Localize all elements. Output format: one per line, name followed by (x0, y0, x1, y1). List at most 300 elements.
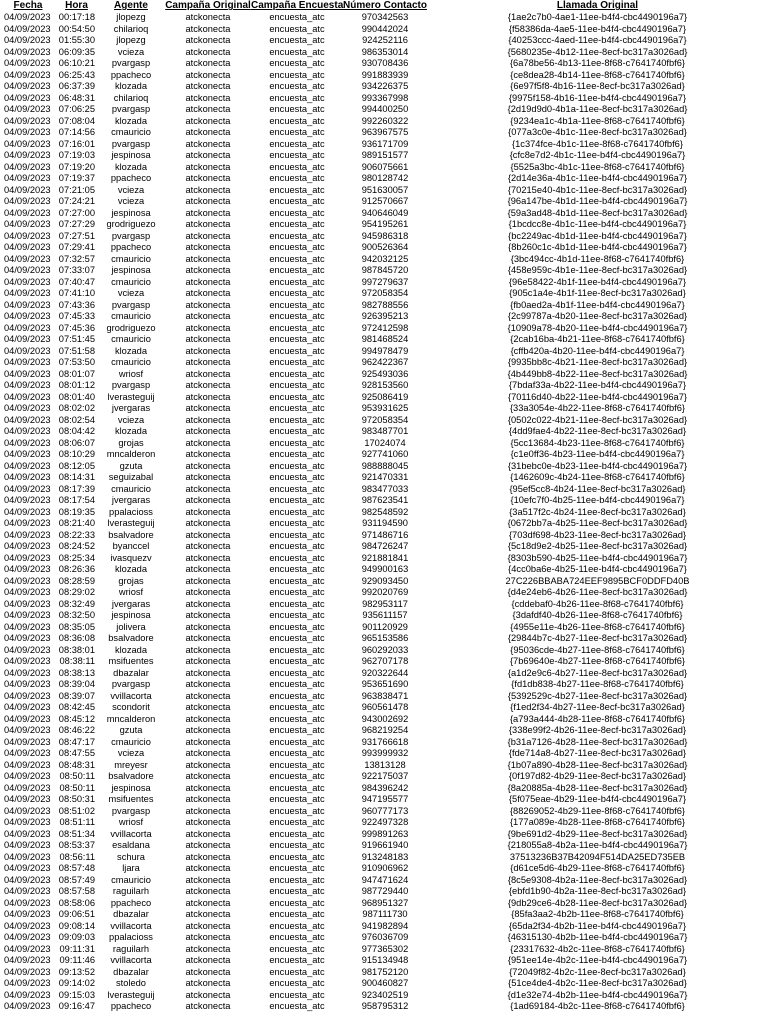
cell-llamada-original: {4dd9fae4-4b22-11ee-8ecf-bc317a3026ad} (508, 426, 687, 436)
cell-fecha: 04/09/2023 (4, 610, 51, 620)
table-row (0, 806, 768, 818)
cell-campana-original: atckonecta (185, 748, 231, 758)
cell-llamada-original: {3dafdf40-4b26-11ee-8f68-c7641740fbf6} (512, 610, 683, 620)
cell-hora: 00:54:50 (58, 23, 95, 34)
cell-numero-contacto: 972058354 (361, 288, 409, 298)
cell-agente: byanccel (112, 541, 150, 551)
cell-agente: pvargasp (111, 805, 151, 816)
cell-hora: 07:41:10 (58, 288, 95, 298)
cell-numero-contacto: 976036709 (361, 932, 409, 942)
cell-numero-contacto: 934226375 (361, 81, 409, 91)
cell-agente: cmauricio (111, 253, 151, 264)
cell-hora: 08:01:07 (58, 368, 95, 379)
cell-fecha: 04/09/2023 (4, 104, 51, 114)
cell-campana-encuesta: encuesta_atc (269, 920, 325, 931)
cell-hora: 07:51:45 (58, 334, 95, 344)
cell-campana-encuesta: encuesta_atc (269, 978, 325, 988)
cell-fecha: 04/09/2023 (4, 230, 51, 241)
cell-campana-encuesta: encuesta_atc (269, 437, 325, 448)
cell-numero-contacto: 921881841 (361, 552, 409, 563)
cell-hora: 08:51:02 (58, 805, 95, 816)
cell-agente: pvargasp (111, 679, 151, 689)
cell-hora: 08:04:42 (58, 426, 95, 436)
cell-hora: 08:42:45 (58, 702, 95, 712)
cell-campana-encuesta: encuesta_atc (269, 104, 325, 114)
cell-fecha: 04/09/2023 (4, 621, 51, 632)
cell-campana-encuesta: encuesta_atc (269, 288, 325, 298)
table-row (0, 541, 768, 553)
cell-llamada-original: {077a3c0e-4b1c-11ee-8ecf-bc317a3026ad} (508, 127, 687, 137)
table-row (0, 898, 768, 910)
cell-campana-encuesta: encuesta_atc (269, 161, 325, 172)
cell-fecha: 04/09/2023 (4, 644, 51, 655)
table-row (0, 219, 768, 231)
cell-hora: 08:12:05 (58, 460, 95, 471)
cell-campana-encuesta: encuesta_atc (269, 495, 325, 505)
cell-llamada-original: {338e99f2-4b26-11ee-8ecf-bc317a3026ad} (508, 725, 687, 735)
cell-numero-contacto: 963967575 (361, 127, 409, 137)
table-row (0, 196, 768, 208)
table-row (0, 277, 768, 289)
cell-campana-encuesta: encuesta_atc (269, 115, 325, 126)
cell-llamada-original: {a793a444-4b28-11ee-8f68-c7641740fbf6} (509, 713, 686, 724)
cell-fecha: 04/09/2023 (4, 253, 51, 264)
table-row (0, 599, 768, 611)
cell-campana-encuesta: encuesta_atc (269, 932, 325, 942)
table-row (0, 1001, 768, 1013)
cell-hora: 08:47:55 (58, 748, 95, 758)
cell-llamada-original: {5f075eae-4b29-11ee-b4f4-cbc4490196a7} (508, 794, 687, 804)
cell-campana-original: atckonecta (185, 403, 231, 413)
cell-campana-encuesta: encuesta_atc (269, 759, 325, 770)
cell-agente: grojas (118, 437, 144, 448)
cell-fecha: 04/09/2023 (4, 978, 51, 988)
table-row (0, 875, 768, 887)
cell-llamada-original: {3bc494cc-4b1d-11ee-8f68-c7641740fbf6} (510, 253, 685, 264)
cell-agente: cmauricio (111, 127, 151, 137)
cell-agente: stoledo (116, 978, 146, 988)
cell-hora: 06:25:43 (58, 69, 95, 80)
cell-llamada-original: {2c99787a-4b20-11ee-8ecf-bc317a3026ad} (507, 311, 688, 321)
cell-hora: 07:45:36 (58, 322, 95, 333)
cell-llamada-original: {5cc13684-4b23-11ee-8f68-c7641740fbf6} (510, 437, 685, 448)
cell-campana-original: atckonecta (185, 713, 231, 724)
cell-campana-original: atckonecta (185, 886, 231, 896)
cell-llamada-original: {51ce4de4-4b2c-11ee-8ecf-bc317a3026ad} (508, 978, 687, 988)
cell-campana-original: atckonecta (185, 633, 231, 643)
cell-numero-contacto: 997279637 (361, 276, 409, 287)
cell-agente: jvergaras (111, 598, 151, 609)
cell-agente: seguizabal (108, 472, 154, 482)
cell-llamada-original: {ebfd1b90-4b2a-11ee-8ecf-bc317a3026ad} (508, 886, 687, 896)
cell-llamada-original: {40253ccc-4aed-11ee-b4f4-cbc4490196a7} (508, 35, 687, 45)
table-row (0, 863, 768, 875)
table-header-row (0, 0, 768, 12)
table-row (0, 702, 768, 714)
cell-campana-encuesta: encuesta_atc (269, 81, 325, 91)
cell-campana-original: atckonecta (185, 311, 231, 321)
cell-campana-original: atckonecta (185, 771, 231, 781)
cell-numero-contacto: 947195577 (361, 794, 409, 804)
cell-hora: 09:09:03 (58, 932, 95, 942)
cell-llamada-original: {4b449bb8-4b22-11ee-8ecf-bc317a3026ad} (507, 368, 688, 379)
cell-agente: msifuentes (108, 656, 154, 666)
cell-numero-contacto: 935611157 (362, 610, 408, 620)
cell-fecha: 04/09/2023 (4, 357, 51, 367)
cell-llamada-original: {8c5e9308-4b2a-11ee-8ecf-bc317a3026ad} (507, 874, 688, 885)
cell-campana-original: atckonecta (185, 46, 231, 57)
cell-numero-contacto: 982788556 (361, 299, 409, 310)
table-row (0, 576, 768, 588)
header-fecha: Fecha (13, 0, 43, 12)
cell-numero-contacto: 922497328 (361, 817, 409, 827)
cell-llamada-original: {cffb420a-4b20-11ee-b4f4-cbc4490196a7} (510, 345, 685, 356)
cell-agente: mncalderon (106, 713, 156, 724)
table-row (0, 127, 768, 139)
cell-numero-contacto: 925086419 (361, 391, 409, 402)
cell-campana-encuesta: encuesta_atc (269, 127, 325, 137)
cell-agente: dbazalar (113, 667, 149, 678)
cell-hora: 09:08:14 (58, 920, 95, 931)
cell-llamada-original: {7b69640e-4b27-11ee-8f68-c7641740fbf6} (509, 656, 686, 666)
cell-fecha: 04/09/2023 (4, 380, 51, 390)
cell-campana-original: atckonecta (185, 230, 231, 241)
cell-llamada-original: {c1e0ff36-4b23-11ee-b4f4-cbc4490196a7} (510, 449, 685, 459)
cell-campana-original: atckonecta (185, 184, 231, 195)
cell-fecha: 04/09/2023 (4, 713, 51, 724)
cell-campana-encuesta: encuesta_atc (269, 782, 325, 793)
cell-agente: klozada (114, 161, 148, 172)
cell-llamada-original: {905c1a4e-4b1f-11ee-8ecf-bc317a3026ad} (509, 288, 686, 298)
cell-numero-contacto: 999891263 (361, 828, 409, 839)
cell-campana-original: atckonecta (185, 552, 231, 563)
table-row (0, 610, 768, 622)
cell-llamada-original: {10909a78-4b20-11ee-b4f4-cbc4490196a7} (507, 322, 688, 333)
cell-hora: 07:24:21 (58, 196, 95, 206)
cell-agente: wriosf (118, 587, 144, 597)
cell-agente: cmauricio (111, 736, 151, 747)
cell-hora: 07:53:50 (58, 357, 95, 367)
cell-numero-contacto: 960561478 (361, 702, 409, 712)
cell-fecha: 04/09/2023 (4, 690, 51, 701)
cell-numero-contacto: 970342563 (361, 12, 409, 22)
cell-agente: jespinosa (111, 610, 151, 620)
table-row (0, 300, 768, 312)
cell-llamada-original: {70215e40-4b1c-11ee-8ecf-bc317a3026ad} (507, 184, 688, 195)
cell-campana-encuesta: encuesta_atc (269, 817, 325, 827)
table-row (0, 116, 768, 128)
cell-campana-original: atckonecta (185, 414, 231, 425)
cell-fecha: 04/09/2023 (4, 506, 51, 517)
cell-fecha: 04/09/2023 (4, 552, 51, 563)
cell-llamada-original: {29844b7c-4b27-11ee-8ecf-bc317a3026ad} (507, 633, 688, 643)
cell-campana-encuesta: encuesta_atc (269, 345, 325, 356)
cell-numero-contacto: 982548592 (361, 506, 409, 517)
cell-hora: 06:10:21 (58, 58, 95, 68)
cell-campana-encuesta: encuesta_atc (269, 322, 325, 333)
cell-agente: mreyesr (114, 759, 148, 770)
cell-agente: ppacheco (110, 173, 152, 183)
table-row (0, 507, 768, 519)
cell-fecha: 04/09/2023 (4, 276, 51, 287)
cell-llamada-original: {bc2249ac-4b1d-11ee-b4f4-cbc4490196a7} (508, 230, 687, 241)
cell-hora: 06:48:31 (58, 92, 95, 103)
cell-hora: 08:48:31 (58, 759, 95, 770)
cell-agente: jespinosa (111, 265, 151, 275)
cell-agente: jvergaras (111, 495, 151, 505)
cell-llamada-original: {9975f158-4b16-11ee-b4f4-cbc4490196a7} (508, 92, 687, 103)
cell-hora: 09:13:52 (58, 966, 95, 977)
table-row (0, 530, 768, 542)
cell-agente: klozada (114, 345, 148, 356)
cell-llamada-original: {23317632-4b2c-11ee-8f68-c7641740fbf6} (510, 943, 685, 954)
cell-llamada-original: {0502c022-4b21-11ee-8ecf-bc317a3026ad} (507, 414, 688, 425)
cell-fecha: 04/09/2023 (4, 460, 51, 471)
cell-agente: bsalvadore (108, 529, 154, 540)
cell-agente: pvargasp (111, 138, 151, 149)
cell-fecha: 04/09/2023 (4, 989, 51, 1000)
cell-campana-encuesta: encuesta_atc (269, 460, 325, 471)
cell-llamada-original: {95036cde-4b27-11ee-8f68-c7641740fbf6} (510, 644, 685, 655)
cell-fecha: 04/09/2023 (4, 840, 51, 850)
table-row (0, 438, 768, 450)
cell-numero-contacto: 962422367 (361, 357, 409, 367)
cell-llamada-original: {31bebc0e-4b23-11ee-b4f4-cbc4490196a7} (507, 460, 688, 471)
cell-llamada-original: {703df698-4b23-11ee-8ecf-bc317a3026ad} (508, 529, 687, 540)
cell-fecha: 04/09/2023 (4, 150, 51, 160)
table-row (0, 852, 768, 864)
cell-agente: ljara (122, 863, 140, 873)
table-row (0, 955, 768, 967)
table-row (0, 760, 768, 772)
cell-agente: pvargasp (111, 230, 151, 241)
table-row (0, 426, 768, 438)
cell-fecha: 04/09/2023 (4, 161, 51, 172)
cell-campana-original: atckonecta (185, 506, 231, 517)
cell-campana-original: atckonecta (185, 92, 231, 103)
cell-numero-contacto: 945986318 (361, 230, 409, 241)
cell-agente: pvargasp (111, 104, 151, 114)
cell-campana-original: atckonecta (185, 610, 231, 620)
cell-agente: jlopezg (116, 35, 146, 45)
cell-llamada-original: {0f197d82-4b29-11ee-8ecf-bc317a3026ad} (508, 771, 687, 781)
cell-agente: vvillacorta (110, 828, 152, 839)
table-row (0, 990, 768, 1002)
table-row (0, 254, 768, 266)
cell-fecha: 04/09/2023 (4, 748, 51, 758)
cell-agente: ppacheco (110, 242, 152, 252)
cell-agente: esaldana (112, 840, 150, 850)
cell-campana-encuesta: encuesta_atc (269, 173, 325, 183)
cell-campana-original: atckonecta (185, 69, 231, 80)
cell-numero-contacto: 13813128 (364, 759, 406, 770)
table-row (0, 829, 768, 841)
cell-fecha: 04/09/2023 (4, 92, 51, 103)
cell-llamada-original: {1b07a890-4b28-11ee-8ecf-bc317a3026ad} (507, 759, 688, 770)
cell-campana-encuesta: encuesta_atc (269, 518, 325, 528)
cell-numero-contacto: 994978479 (361, 345, 409, 356)
cell-hora: 07:45:33 (58, 311, 95, 321)
cell-hora: 08:24:52 (58, 541, 95, 551)
cell-numero-contacto: 983487701 (361, 426, 409, 436)
cell-campana-original: atckonecta (185, 150, 231, 160)
cell-campana-original: atckonecta (185, 966, 231, 977)
cell-fecha: 04/09/2023 (4, 368, 51, 379)
table-row (0, 679, 768, 691)
cell-fecha: 04/09/2023 (4, 633, 51, 643)
cell-numero-contacto: 919661940 (361, 840, 409, 850)
cell-numero-contacto: 900526364 (361, 242, 409, 252)
cell-campana-original: atckonecta (185, 978, 231, 988)
cell-hora: 07:19:20 (58, 161, 95, 172)
table-row (0, 886, 768, 898)
table-row (0, 231, 768, 243)
cell-llamada-original: {cddebaf0-4b26-11ee-8f68-c7641740fbf6} (511, 598, 684, 609)
cell-numero-contacto: 990442024 (361, 23, 409, 34)
cell-campana-original: atckonecta (185, 449, 231, 459)
cell-campana-original: atckonecta (185, 115, 231, 126)
cell-numero-contacto: 965153586 (361, 633, 409, 643)
cell-campana-encuesta: encuesta_atc (269, 196, 325, 206)
cell-fecha: 04/09/2023 (4, 288, 51, 298)
table-row (0, 553, 768, 565)
table-row (0, 392, 768, 404)
cell-campana-original: atckonecta (185, 35, 231, 45)
cell-llamada-original: {96e58422-4b1f-11ee-b4f4-cbc4490196a7} (508, 276, 687, 287)
cell-llamada-original: {2cab16ba-4b21-11ee-8f68-c7641740fbf6} (510, 334, 685, 344)
cell-numero-contacto: 906075661 (361, 161, 409, 172)
cell-hora: 07:14:56 (58, 127, 95, 137)
header-hora: Hora (65, 0, 88, 12)
cell-campana-encuesta: encuesta_atc (269, 966, 325, 977)
cell-hora: 09:14:02 (58, 978, 95, 988)
cell-fecha: 04/09/2023 (4, 656, 51, 666)
table-row (0, 725, 768, 737)
cell-numero-contacto: 940646049 (361, 207, 409, 218)
cell-agente: klozada (114, 426, 148, 436)
cell-fecha: 04/09/2023 (4, 23, 51, 34)
cell-numero-contacto: 981752120 (361, 966, 409, 977)
cell-agente: ppacheco (110, 69, 152, 80)
header-campana-encuesta: Campaña Encuesta (251, 0, 344, 12)
cell-fecha: 04/09/2023 (4, 127, 51, 137)
cell-campana-encuesta: encuesta_atc (269, 909, 325, 919)
cell-llamada-original: {5392529c-4b27-11ee-8ecf-bc317a3026ad} (507, 690, 688, 701)
cell-agente: ppacheco (110, 1001, 152, 1011)
cell-numero-contacto: 953931625 (361, 403, 409, 413)
cell-fecha: 04/09/2023 (4, 679, 51, 689)
cell-fecha: 04/09/2023 (4, 759, 51, 770)
cell-llamada-original: {59a3ad48-4b1d-11ee-8ecf-bc317a3026ad} (507, 207, 688, 218)
cell-llamada-original: {4cc0ba6e-4b25-11ee-b4f4-cbc4490196a7} (508, 564, 687, 574)
cell-campana-encuesta: encuesta_atc (269, 897, 325, 908)
cell-llamada-original: {7bdaf33a-4b22-11ee-b4f4-cbc4490196a7} (508, 380, 687, 390)
cell-agente: cmauricio (111, 334, 151, 344)
cell-campana-original: atckonecta (185, 644, 231, 655)
cell-hora: 08:57:48 (58, 863, 95, 873)
cell-numero-contacto: 927741060 (361, 449, 409, 459)
cell-campana-original: atckonecta (185, 690, 231, 701)
cell-fecha: 04/09/2023 (4, 426, 51, 436)
cell-campana-encuesta: encuesta_atc (269, 725, 325, 735)
cell-llamada-original: {9935bb8c-4b21-11ee-8ecf-bc317a3026ad} (507, 357, 688, 367)
cell-agente: jespinosa (111, 150, 151, 160)
cell-hora: 07:19:03 (58, 150, 95, 160)
table-row (0, 978, 768, 990)
cell-agente: cmauricio (111, 357, 151, 367)
cell-fecha: 04/09/2023 (4, 495, 51, 505)
cell-fecha: 04/09/2023 (4, 932, 51, 942)
table-row (0, 346, 768, 358)
cell-hora: 00:17:18 (58, 12, 95, 22)
cell-agente: pvargasp (111, 299, 151, 310)
cell-campana-encuesta: encuesta_atc (269, 368, 325, 379)
cell-numero-contacto: 928153560 (361, 380, 409, 390)
cell-llamada-original: {9be691d2-4b29-11ee-8ecf-bc317a3026ad} (507, 828, 688, 839)
cell-fecha: 04/09/2023 (4, 483, 51, 494)
cell-fecha: 04/09/2023 (4, 207, 51, 218)
cell-hora: 08:17:39 (58, 483, 95, 494)
cell-campana-encuesta: encuesta_atc (269, 253, 325, 264)
cell-fecha: 04/09/2023 (4, 334, 51, 344)
cell-agente: pvargasp (111, 58, 151, 68)
cell-campana-encuesta: encuesta_atc (269, 552, 325, 563)
cell-hora: 08:19:35 (58, 506, 95, 517)
cell-llamada-original: {d4e24eb6-4b26-11ee-8ecf-bc317a3026ad} (507, 587, 688, 597)
cell-fecha: 04/09/2023 (4, 943, 51, 954)
cell-campana-encuesta: encuesta_atc (269, 150, 325, 160)
cell-numero-contacto: 921470331 (361, 472, 409, 482)
cell-campana-original: atckonecta (185, 782, 231, 793)
cell-fecha: 04/09/2023 (4, 138, 51, 149)
cell-hora: 07:33:07 (58, 265, 95, 275)
cell-agente: jlopezg (116, 12, 146, 22)
cell-campana-encuesta: encuesta_atc (269, 713, 325, 724)
table-row (0, 564, 768, 576)
cell-fecha: 04/09/2023 (4, 529, 51, 540)
cell-numero-contacto: 972412598 (361, 322, 409, 333)
table-row (0, 737, 768, 749)
cell-fecha: 04/09/2023 (4, 437, 51, 448)
cell-fecha: 04/09/2023 (4, 196, 51, 206)
table-row (0, 24, 768, 36)
cell-hora: 09:11:31 (59, 943, 95, 954)
table-row (0, 783, 768, 795)
cell-campana-original: atckonecta (185, 196, 231, 206)
table-row (0, 668, 768, 680)
cell-numero-contacto: 982953117 (362, 598, 408, 609)
cell-agente: ppacheco (110, 897, 152, 908)
table-row (0, 633, 768, 645)
cell-campana-encuesta: encuesta_atc (269, 242, 325, 252)
cell-campana-encuesta: encuesta_atc (269, 391, 325, 402)
table-row (0, 242, 768, 254)
cell-numero-contacto: 968219254 (361, 725, 409, 735)
cell-campana-original: atckonecta (185, 345, 231, 356)
cell-fecha: 04/09/2023 (4, 173, 51, 183)
cell-numero-contacto: 913248183 (361, 851, 409, 862)
table-row (0, 288, 768, 300)
cell-agente: cmauricio (111, 874, 151, 885)
cell-campana-original: atckonecta (185, 759, 231, 770)
cell-agente: vvillacorta (110, 920, 152, 931)
cell-llamada-original: {1bcdcc8e-4b1c-11ee-b4f4-cbc4490196a7} (508, 219, 687, 229)
cell-agente: ppalacioss (109, 506, 153, 517)
cell-numero-contacto: 929093450 (361, 575, 409, 586)
cell-campana-encuesta: encuesta_atc (269, 748, 325, 758)
cell-campana-original: atckonecta (185, 518, 231, 528)
cell-hora: 07:19:37 (58, 173, 95, 183)
